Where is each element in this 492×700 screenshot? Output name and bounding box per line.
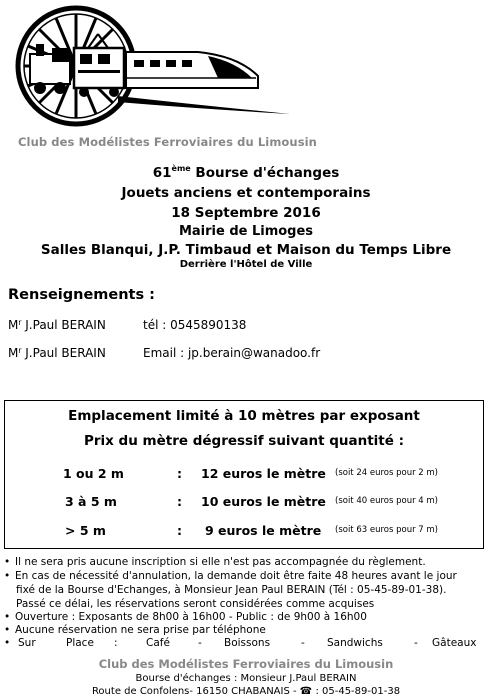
club-name-header: Club des Modélistes Ferroviaires du Limousin bbox=[18, 135, 317, 149]
price-note: (soit 40 euros pour 4 m) bbox=[335, 496, 439, 506]
contact-email: Email : jp.berain@wanadoo.fr bbox=[143, 346, 321, 360]
services-text: : bbox=[114, 637, 118, 649]
note-continuation: fixé de la Bourse d'Echanges, à Monsieur Jean Paul BERAIN (Tél : 05-45-89-01-38). bbox=[16, 584, 447, 596]
services-text: - bbox=[198, 637, 202, 649]
high-speed-train bbox=[126, 52, 258, 88]
event-date: 18 Septembre 2016 bbox=[171, 205, 321, 221]
event-title: 61ème Bourse d'échanges bbox=[152, 164, 340, 181]
price-row bbox=[5, 523, 483, 539]
price-range: 3 à 5 m bbox=[65, 494, 117, 509]
price-value: 10 euros le mètre bbox=[201, 494, 326, 509]
info-heading: Renseignements : bbox=[8, 287, 155, 303]
price-range: 1 ou 2 m bbox=[63, 466, 124, 481]
speed-swoosh bbox=[118, 96, 290, 114]
note-item: • Ouverture : Exposants de 8h00 à 16h00 - Public : de 9h00 à 16h00 bbox=[4, 611, 367, 623]
contact-name-email: $M^r$ J.Paul BERAIN bbox=[8, 346, 106, 360]
price-value: 9 euros le mètre bbox=[205, 523, 322, 538]
pricing-limit-line: Emplacement limité à 10 mètres par exposant bbox=[68, 408, 420, 424]
services-text: Boissons bbox=[224, 637, 271, 649]
footer-address: Route de Confolens- 16150 CHABANAIS - ☎ : 05-45-89-01-38 bbox=[91, 686, 401, 697]
event-location-note: Derrière l'Hôtel de Ville bbox=[179, 259, 313, 270]
note-item: • En cas de nécessité d'annulation, la demande doit être faite 48 heures avant le jour bbox=[4, 570, 457, 582]
services-text: Sur bbox=[18, 637, 36, 649]
price-colon: : bbox=[177, 523, 182, 538]
price-colon: : bbox=[177, 466, 182, 481]
telephone-icon: ☎ bbox=[299, 686, 313, 697]
pricing-box bbox=[4, 400, 484, 549]
event-venue: Mairie de Limoges bbox=[178, 224, 314, 239]
contact-name-phone: $M^r$ J.Paul BERAIN bbox=[8, 318, 106, 332]
note-item: • Aucune réservation ne sera prise par téléphone bbox=[4, 624, 266, 636]
footer-contact: Bourse d'échanges : Monsieur J.Paul BERAIN bbox=[135, 673, 357, 684]
services-line bbox=[0, 637, 492, 651]
price-range: > 5 m bbox=[65, 523, 106, 538]
services-text: Place bbox=[66, 637, 94, 649]
services-text: Café bbox=[146, 637, 170, 649]
event-subtitle: Jouets anciens et contemporains bbox=[121, 185, 371, 201]
price-value: 12 euros le mètre bbox=[201, 466, 326, 481]
services-bullet: • bbox=[4, 637, 11, 649]
price-row bbox=[5, 466, 483, 482]
services-text: Gâteaux bbox=[432, 637, 477, 649]
services-text: - bbox=[414, 637, 418, 649]
club-logo-train-wheel bbox=[8, 4, 298, 129]
services-text: Sandwichs bbox=[327, 637, 383, 649]
price-colon: : bbox=[177, 494, 182, 509]
price-row bbox=[5, 494, 483, 510]
note-continuation: Passé ce délai, les réservations seront considérées comme acquises bbox=[16, 598, 375, 610]
event-halls: Salles Blanqui, J.P. Timbaud et Maison du Temps Libre bbox=[40, 242, 452, 258]
pricing-degressive-line: Prix du mètre dégressif suivant quantité : bbox=[83, 433, 405, 449]
price-note: (soit 24 euros pour 2 m) bbox=[335, 468, 439, 478]
contact-phone: tél : 0545890138 bbox=[143, 318, 247, 332]
services-text: - bbox=[301, 637, 305, 649]
club-name-footer: Club des Modélistes Ferroviaires du Limousin bbox=[98, 657, 394, 671]
steam-locomotive bbox=[30, 44, 70, 94]
note-item: • Il ne sera pris aucune inscription si elle n'est pas accompagnée du règlement. bbox=[4, 556, 426, 568]
price-note: (soit 63 euros pour 7 m) bbox=[335, 525, 439, 535]
